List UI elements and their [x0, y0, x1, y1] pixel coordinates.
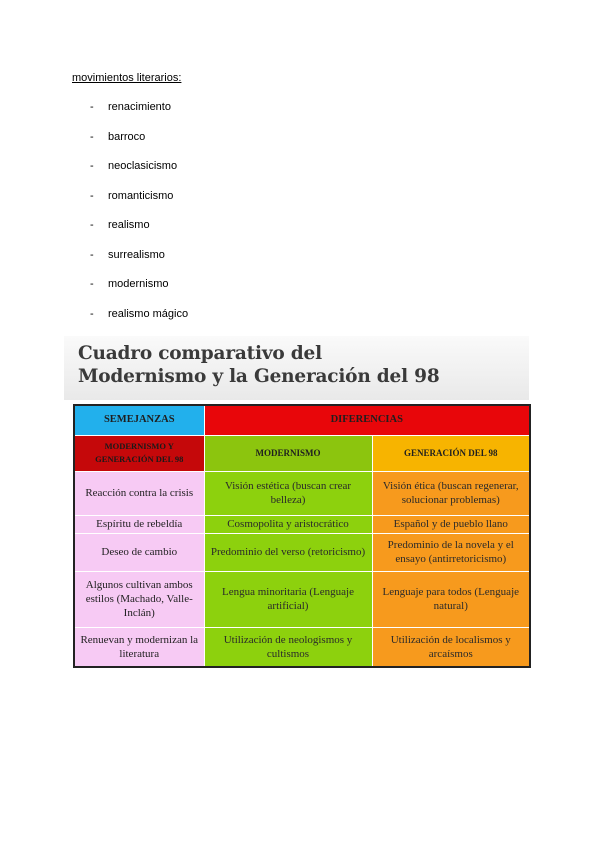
bullet-dash: -	[90, 219, 94, 231]
table-row	[74, 627, 530, 667]
list-item	[0, 183, 300, 213]
cell-generacion: Utilización de localismos y arcaísmos	[372, 627, 530, 667]
bullet-dash: -	[90, 160, 94, 172]
list-item	[0, 212, 300, 242]
cell-modernismo: Predominio del verso (retoricismo)	[204, 533, 372, 571]
table-row	[74, 515, 530, 533]
cell-common: Espíritu de rebeldía	[74, 515, 204, 533]
cell-modernismo: Utilización de neologismos y cultismos	[204, 627, 372, 667]
figure-title-band	[64, 336, 529, 400]
list-item-text: barroco	[108, 130, 146, 143]
cell-common: Renuevan y modernizan la literatura	[74, 627, 204, 667]
list-item	[0, 153, 300, 183]
list-item-text: modernismo	[108, 278, 169, 290]
figure-title-line2: Modernismo y la Generación del 98	[78, 366, 440, 387]
bullet-dash: -	[90, 101, 94, 113]
cell-generacion: Lenguaje para todos (Lenguaje natural)	[372, 571, 530, 627]
cell-common: Reacción contra la crisis	[74, 471, 204, 515]
bullet-dash: -	[90, 278, 94, 290]
header-semejanzas: SEMEJANZAS	[74, 405, 204, 435]
list-item	[0, 242, 300, 272]
list-item	[0, 94, 300, 124]
comparison-figure	[64, 336, 529, 680]
list-item-text: realismo mágico	[108, 307, 189, 320]
table-row	[74, 571, 530, 627]
cell-modernismo: Cosmopolita y aristocrático	[204, 515, 372, 533]
bullet-dash: -	[90, 130, 94, 143]
cell-generacion: Visión ética (buscan regenerar, solucionar problemas)	[372, 471, 530, 515]
list-item-text: realismo	[108, 219, 150, 231]
figure-title	[78, 342, 440, 388]
figure-title-line1: Cuadro comparativo del	[78, 343, 322, 364]
list-item	[0, 301, 300, 331]
cell-generacion: Predominio de la novela y el ensayo (antirretoricismo)	[372, 533, 530, 571]
list-item-text: romanticismo	[108, 189, 174, 202]
cell-common: Deseo de cambio	[74, 533, 204, 571]
table-row	[74, 471, 530, 515]
cell-generacion: Español y de pueblo llano	[372, 515, 530, 533]
list-item	[0, 271, 300, 301]
subheader-common: MODERNISMO Y GENERACIÓN DEL 98	[74, 435, 204, 471]
header-diferencias: DIFERENCIAS	[204, 405, 530, 435]
table-row	[74, 533, 530, 571]
cell-common: Algunos cultivan ambos estilos (Machado, Valle-Inclán)	[74, 571, 204, 627]
movements-list	[0, 94, 300, 330]
cell-modernismo: Lengua minoritaria (Lenguaje artificial)	[204, 571, 372, 627]
list-item	[0, 124, 300, 154]
comparison-table	[73, 404, 531, 668]
page-heading: movimientos literarios:	[72, 72, 182, 84]
subheader-generacion: GENERACIÓN DEL 98	[372, 435, 530, 471]
list-item-text: neoclasicismo	[108, 160, 178, 172]
subheader-modernismo: MODERNISMO	[204, 435, 372, 471]
bullet-dash: -	[90, 307, 94, 320]
list-item-text: renacimiento	[108, 101, 171, 113]
cell-modernismo: Visión estética (buscan crear belleza)	[204, 471, 372, 515]
list-item-text: surrealismo	[108, 248, 165, 261]
bullet-dash: -	[90, 189, 94, 202]
bullet-dash: -	[90, 248, 94, 261]
